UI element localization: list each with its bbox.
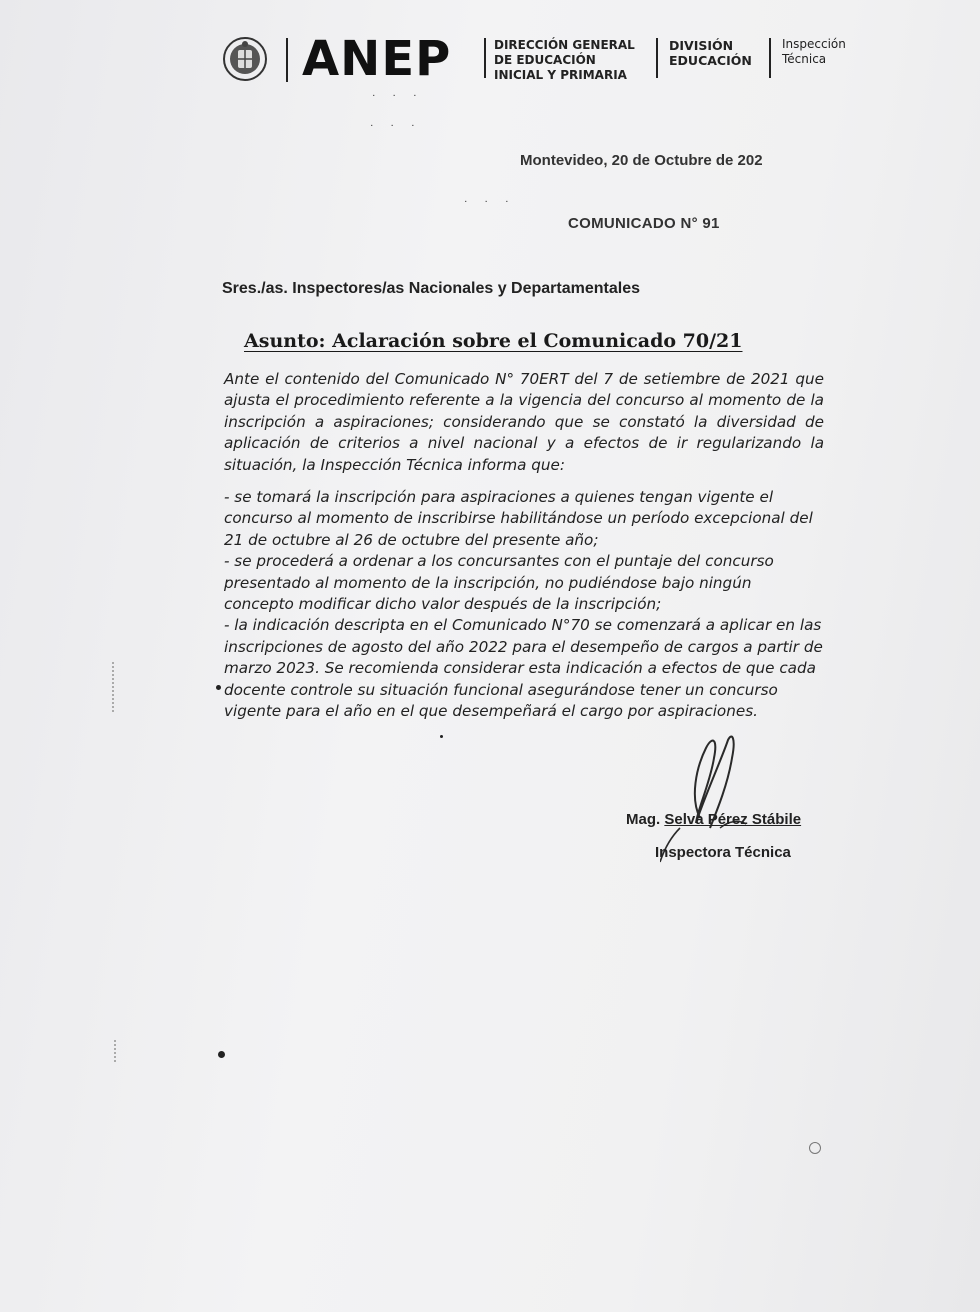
letterhead-divider (769, 38, 771, 78)
ring-mark (809, 1142, 821, 1154)
scan-specks: ˙ ˙ ˙ (464, 198, 516, 214)
letterhead (222, 30, 862, 90)
inspeccion-tecnica-label: Inspección Técnica (782, 37, 846, 66)
list-item: - la indicación descripta en el Comunicado N°70 se comenzará a aplicar en las inscripciones de agosto del año 2022 para el desempeño de cargos a partir de marzo 2023. Se recomienda considerar esta indicación a efectos de que cada docente controle su situación funcional asegurándose tener un concurso vigente para el año en el que desempeñará el cargo por aspiraciones. (224, 616, 823, 721)
scan-specks: ˙ ˙ ˙ (372, 92, 424, 108)
body-paragraph: Ante el contenido del Comunicado N° 70ERT del 7 de setiembre de 2021 que ajusta el procedimiento referente a la vigencia del concurso al momento de la inscripción a aspiraciones; considerando que se constató la diversidad de aplicación de criterios a nivel nacional y a efectos de ir regularizando la situación, la Inspección Técnica informa que: (224, 370, 824, 474)
subject-heading: Asunto: Aclaración sobre el Comunicado 70/21 (244, 330, 743, 352)
ink-dot (440, 735, 443, 738)
recipients-line: Sres./as. Inspectores/as Nacionales y Departamentales (222, 280, 640, 297)
anep-logo: ANEP (302, 31, 452, 87)
direccion-general-label: DIRECCIÓN GENERAL DE EDUCACIÓN INICIAL Y PRIMARIA (494, 38, 635, 82)
division-educacion-label: DIVISIÓN EDUCACIÓN (669, 38, 752, 68)
document-date: Montevideo, 20 de Octubre de 202 (520, 152, 763, 169)
signatory-name: Mag. Selva Pérez Stábile (626, 811, 802, 828)
list-item: - se tomará la inscripción para aspiraciones a quienes tengan vigente el concurso al momento de inscribirse habilitándose un período excepcional del 21 de octubre al 26 de octubre del presente año; (224, 488, 813, 549)
letterhead-divider (484, 38, 486, 78)
list-item: - se procederá a ordenar a los concursantes con el puntaje del concurso presentado al momento de la inscripción, no pudiéndose bajo ningún concepto modificar dicho valor después de la inscripción; (224, 552, 774, 614)
scan-smudge (114, 1040, 124, 1062)
letterhead-divider (286, 38, 288, 82)
ink-dot (216, 685, 221, 690)
ink-dot (218, 1051, 225, 1058)
scan-smudge (112, 662, 124, 712)
signatory-role: Inspectora Técnica (655, 844, 791, 861)
letterhead-divider (656, 38, 658, 78)
item-list (224, 487, 824, 722)
comunicado-number: COMUNICADO N° 91 (568, 215, 720, 232)
coat-of-arms-icon (222, 36, 268, 82)
scan-specks: ˙ ˙ ˙ (370, 122, 422, 138)
